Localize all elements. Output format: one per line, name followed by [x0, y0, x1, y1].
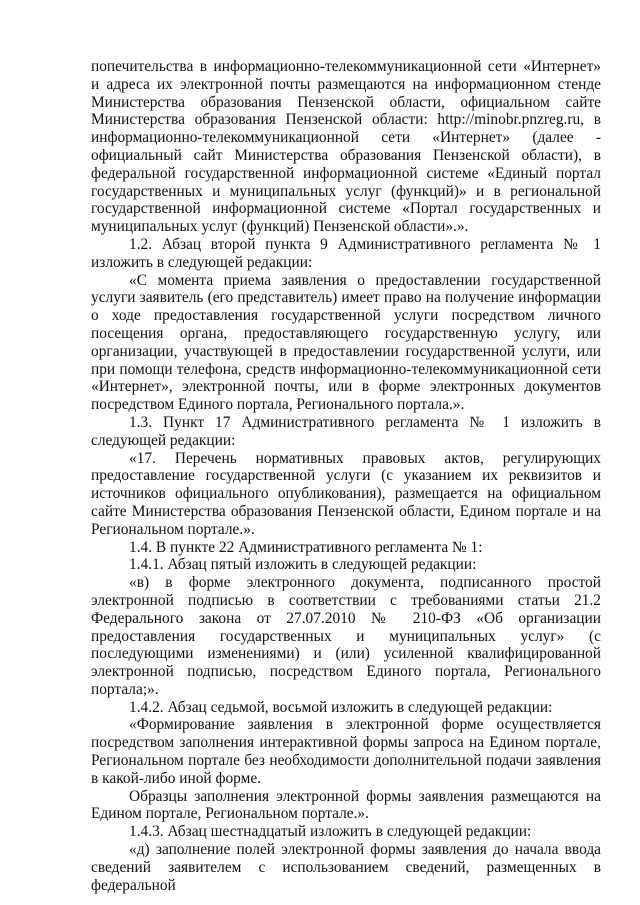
document-page: [91, 58, 601, 894]
paragraph-6: 1.4. В пункте 22 Административного регламента № 1:: [129, 538, 483, 556]
paragraph-13: «д) заполнение полей электронной формы заявления до начала ввода сведений заявителем с использованием сведений, размещенных в федеральной: [91, 841, 601, 894]
paragraph-3: «С момента приема заявления о предоставлении государственной услуги заявитель (его представитель) имеет право на получение информации о ходе предоставления государственной услуги посредством личного посещения органа, предоставляющего государственную услугу, или организации, участвующей в предоставлении государственной услуги, или при помощи телефона, средств информационно-телекоммуникационной сети «Интернет», электронной почты, или в форме электронных документов посредством Единого портала, Регионального портала.».: [91, 271, 601, 414]
paragraph-12: 1.4.3. Абзац шестнадцатый изложить в следующей редакции:: [129, 823, 532, 841]
paragraph-7: 1.4.1. Абзац пятый изложить в следующей редакции:: [129, 556, 477, 574]
paragraph-2: 1.2. Абзац второй пункта 9 Административного регламента № 1 изложить в следующей редакции:: [91, 235, 601, 271]
paragraph-8: «в) в форме электронного документа, подписанного простой электронной подписью в соответствии с требованиями статьи 21.2 Федерального закона от 27.07.2010 № 210-ФЗ «Об организации предоставления государственных и муниципальных услуг» (с последующими изменениями) и (или) усиленной квалифицированной электронной подписью, посредством Единого портала, Регионального портала;».: [91, 574, 601, 698]
paragraph-9: 1.4.2. Абзац седьмой, восьмой изложить в следующей редакции:: [129, 698, 553, 716]
paragraph-4: 1.3. Пункт 17 Административного регламента № 1 изложить в следующей редакции:: [91, 413, 601, 449]
paragraph-11: Образцы заполнения электронной формы заявления размещаются на Едином портале, Региональном портале.».: [91, 787, 601, 823]
paragraph-5: «17. Перечень нормативных правовых актов, регулирующих предоставление государственной услуги (с указанием их реквизитов и источников официального опубликования), размещается на официальном сайте Министерства образования Пензенской области, Едином портале и на Региональном портале.».: [91, 449, 601, 538]
paragraph-1: попечительства в информационно-телекоммуникационной сети «Интернет» и адреса их электронной почты размещаются на информационном стенде Министерства образования Пензенской области, официальном сайте Министерства образования Пензенской области: http://minobr.pnzreg.ru, в информационно-телекоммуникационной сети «Интернет» (далее - официальный сайт Министерства образования Пензенской области), в федеральной государственной информационной системе «Единый портал государственных и муниципальных услуг (функций)» и в региональной государственной информационной системе «Портал государственных и муниципальных услуг (функций) Пензенской области».».: [91, 58, 601, 236]
paragraph-10: «Формирование заявления в электронной форме осуществляется посредством заполнения интерактивной формы запроса на Едином портале, Региональном портале без необходимости дополнительной подачи заявления в какой-либо иной форме.: [91, 716, 601, 787]
